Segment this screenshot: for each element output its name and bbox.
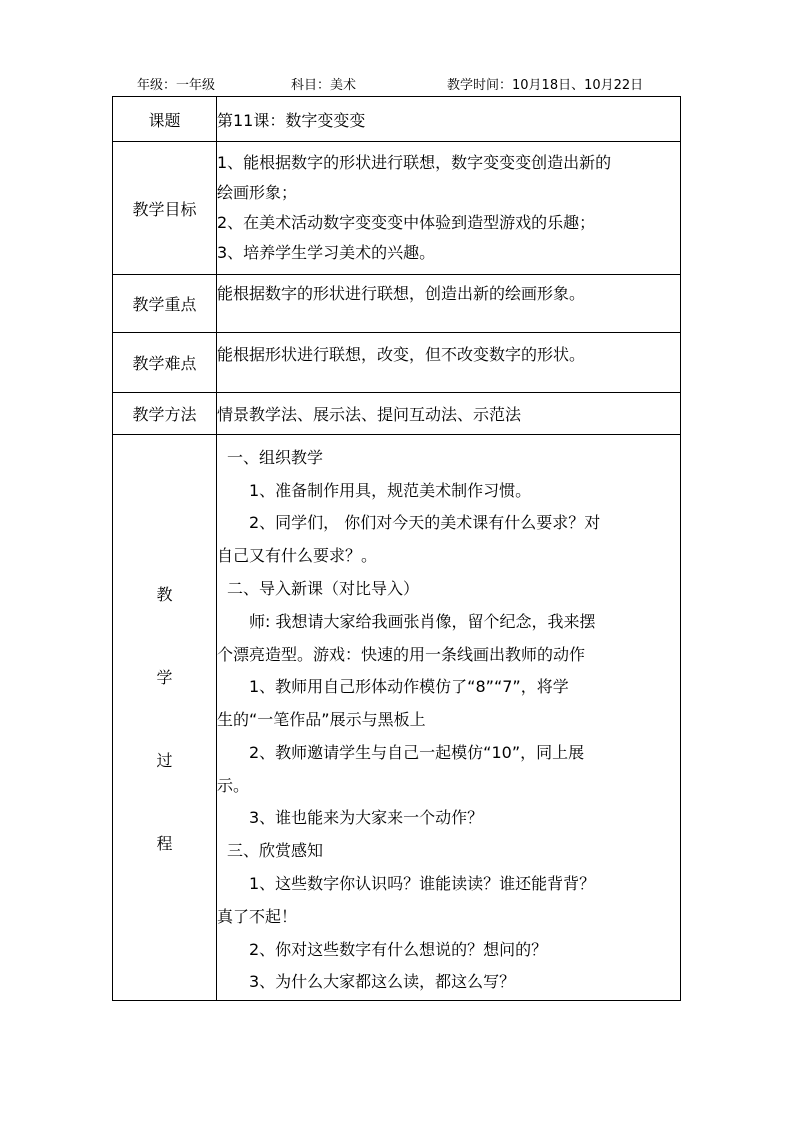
process-line: 2、教师邀请学生与自己一起模仿“10”，同上展 [249, 742, 585, 762]
process-line: 师: 我想请大家给我画张肖像，留个纪念，我来摆 [249, 611, 596, 631]
process-line: 生的“一笔作品”展示与黑板上 [217, 710, 426, 730]
process-heading: 一、组织教学 [227, 447, 324, 467]
subject-label: 科目：美术 [291, 78, 357, 93]
focus-value: 能根据数字的形状进行联想，创造出新的绘画形象。 [217, 283, 586, 303]
process-line: 1、这些数字你认识吗？谁能读读？谁还能背背？ [249, 874, 596, 894]
lesson-plan-table [112, 96, 681, 1001]
document-header [0, 72, 794, 94]
process-heading: 三、欣赏感知 [227, 841, 324, 861]
process-line: 示。 [217, 775, 250, 795]
methods-value: 情景教学法、展示法、提问互动法、示范法 [217, 393, 681, 435]
process-label-char: 过 [156, 751, 173, 770]
goals-content [217, 142, 681, 275]
difficulty-content [217, 333, 681, 393]
process-line: 1、准备制作用具，规范美术制作习惯。 [249, 480, 532, 500]
difficulty-value: 能根据形状进行联想，改变，但不改变数字的形状。 [217, 344, 586, 364]
methods-label: 教学方法 [113, 393, 217, 435]
process-line: 3、谁也能来为大家来一个动作？ [249, 808, 484, 828]
process-label-char: 程 [156, 834, 173, 853]
table-row-goals [113, 142, 681, 275]
focus-content [217, 275, 681, 333]
goals-line: 3、培养学生学习美术的兴趣。 [217, 243, 436, 262]
table-row-process [113, 435, 681, 1001]
process-label-char: 教 [156, 585, 173, 604]
process-content [217, 435, 681, 1001]
goals-line: 1、能根据数字的形状进行联想，数字变变变创造出新的 [217, 153, 612, 172]
process-line: 2、你对这些数字有什么想说的？想问的？ [249, 939, 548, 959]
grade-label: 年级：一年级 [137, 78, 216, 93]
teaching-time-label: 教学时间：10月18日、10月22日 [447, 78, 644, 93]
table-row-focus [113, 275, 681, 333]
title-value: 第11课：数字变变变 [217, 97, 681, 142]
table-row-difficulty [113, 333, 681, 393]
process-line: 个漂亮造型。游戏：快速的用一条线画出教师的动作 [217, 644, 586, 664]
process-line: 自己又有什么要求？。 [217, 546, 378, 566]
table-row-methods [113, 393, 681, 435]
process-line: 真了不起！ [217, 906, 298, 926]
process-line: 3、为什么大家都这么读，都这么写？ [249, 972, 516, 992]
process-label-cell [113, 435, 217, 1001]
goals-label: 教学目标 [113, 142, 217, 275]
process-heading: 二、导入新课（对比导入） [227, 578, 420, 598]
table-row-title [113, 97, 681, 142]
goals-line: 2、在美术活动数字变变变中体验到造型游戏的乐趣； [217, 213, 596, 232]
difficulty-label: 教学难点 [113, 333, 217, 393]
process-line: 1、教师用自己形体动作模仿了“8”“7”，将学 [249, 677, 569, 697]
process-label [113, 435, 216, 1000]
process-label-char: 学 [156, 668, 173, 687]
goals-line: 绘画形象； [217, 183, 298, 202]
title-label: 课题 [113, 97, 217, 142]
process-line: 2、同学们， 你们对今天的美术课有什么要求？对 [249, 513, 601, 533]
focus-label: 教学重点 [113, 275, 217, 333]
